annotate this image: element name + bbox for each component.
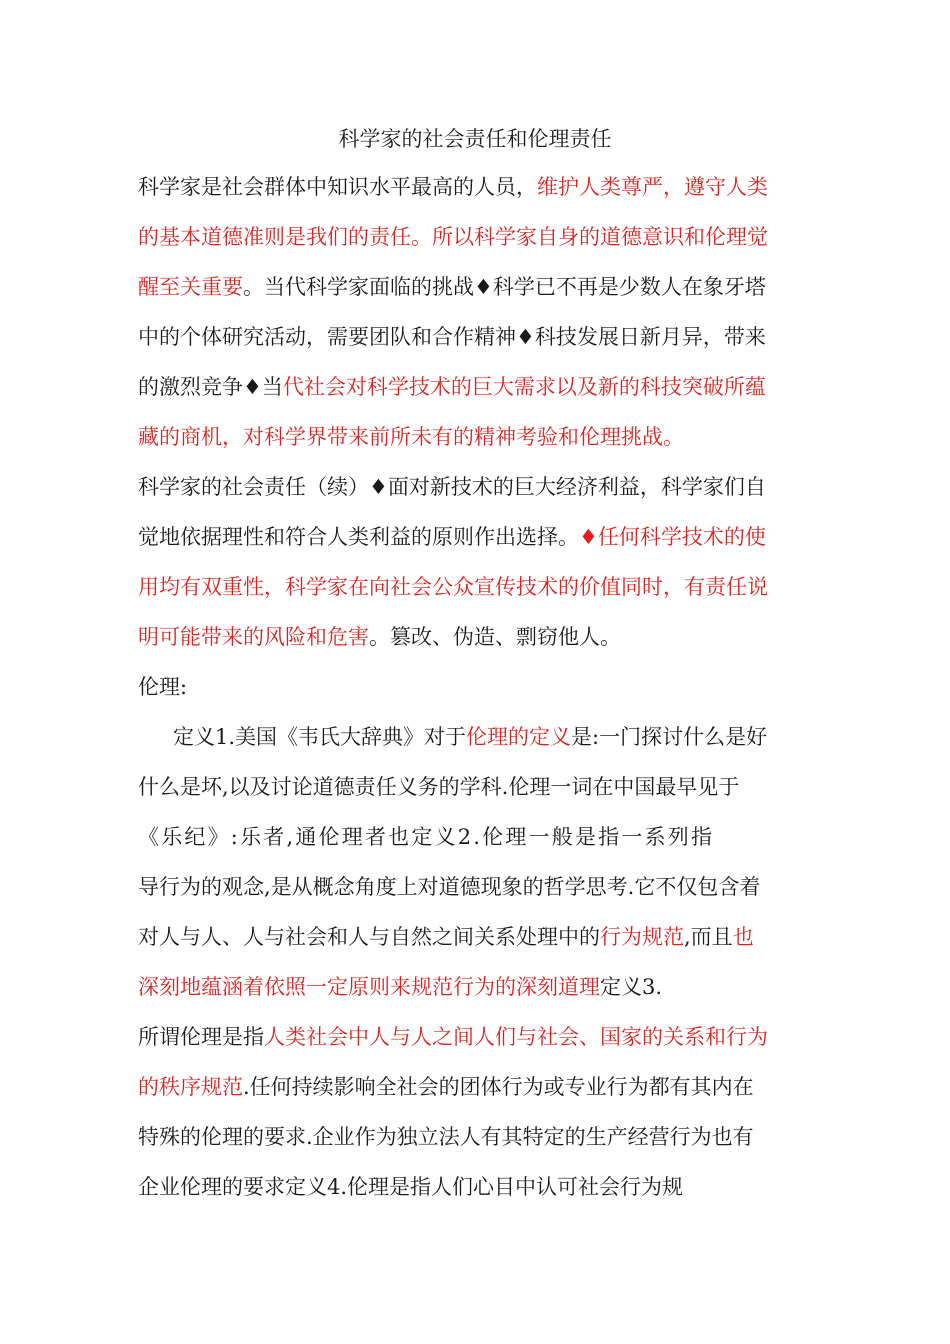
body-line <box>138 472 766 502</box>
body-text: 特殊的伦理的要求.企业作为独立法人有其特定的生产经营行为也有 <box>138 1125 754 1149</box>
highlighted-text: 藏的商机，对科学界带来前所未有的精神考验和伦理挑战。 <box>138 425 684 449</box>
body-text: ,而且 <box>684 925 733 949</box>
body-line <box>138 172 768 202</box>
body-text: 伦理: <box>138 675 188 699</box>
body-text: 对人与人、人与社会和人与自然之间关系处理中的 <box>138 925 600 949</box>
body-text: 科学家是社会群体中知识水平最高的人员， <box>138 175 537 199</box>
body-line <box>138 572 768 602</box>
highlighted-text: 醒至关重要 <box>138 275 243 299</box>
body-line <box>138 222 768 252</box>
body-line <box>138 922 754 952</box>
body-line <box>138 1172 683 1202</box>
body-text: .任何持续影响全社会的团体行为或专业行为都有其内在 <box>243 1075 754 1099</box>
body-text: 中的个体研究活动，需要团队和合作精神♦科技发展日新月异，带来 <box>138 325 766 349</box>
highlighted-text: 维护人类尊严，遵守人类 <box>537 175 768 199</box>
body-line <box>138 822 714 852</box>
highlighted-text: 用均有双重性，科学家在向社会公众宣传技术的价值同时，有责任说 <box>138 575 768 599</box>
highlighted-text: 伦理的定义 <box>466 725 572 749</box>
body-line <box>138 1122 754 1152</box>
highlighted-text: 的基本道德准则是我们的责任。所以科学家自身的道德意识和伦理觉 <box>138 225 768 249</box>
highlighted-text: 的秩序规范 <box>138 1075 243 1099</box>
body-text: 科学家的社会责任（续）♦面对新技术的巨大经济利益，科学家们自 <box>138 475 766 499</box>
body-text: 企业伦理的要求定义4.伦理是指人们心目中认可社会行为规 <box>138 1175 684 1199</box>
body-text: 导行为的观念,是从概念角度上对道德现象的哲学思考.它不仅包含着 <box>138 875 761 899</box>
body-text: 所谓伦理是指 <box>138 1025 264 1049</box>
body-line <box>138 872 760 902</box>
highlighted-text: 也 <box>732 925 754 949</box>
highlighted-text: 明可能带来的风险和危害 <box>138 625 369 649</box>
body-text: 定义1.美国《韦氏大辞典》对于 <box>173 725 467 749</box>
body-line <box>138 1022 768 1052</box>
body-line <box>138 772 739 802</box>
body-text: 。当代科学家面临的挑战♦科学已不再是少数人在象牙塔 <box>243 275 766 299</box>
body-line <box>138 622 621 652</box>
body-text: 是:一门探讨什么是好 <box>571 725 768 749</box>
body-line <box>138 272 766 302</box>
body-line <box>138 1072 754 1102</box>
body-text: 。篡改、伪造、剽窃他人。 <box>369 625 621 649</box>
highlighted-text: 代社会对科学技术的巨大需求以及新的科技突破所蕴 <box>282 375 766 399</box>
highlighted-text: 深刻地蕴涵着依照一定原则来规范行为的深刻道理 <box>138 975 600 999</box>
body-text: 什么是坏,以及讨论道德责任义务的学科.伦理一词在中国最早见于 <box>138 775 740 799</box>
body-line <box>138 322 766 352</box>
highlighted-text: 人类社会中人与人之间人们与社会、国家的关系和行为 <box>264 1025 768 1049</box>
body-text: 定义3. <box>600 975 663 999</box>
body-line <box>138 422 684 452</box>
body-text: 觉地依据理性和符合人类利益的原则作出选择。 <box>138 525 579 549</box>
body-line <box>138 522 766 552</box>
body-line <box>138 672 187 702</box>
highlighted-text: ♦任何科学技术的使 <box>579 525 766 549</box>
body-text: 的激烈竞争♦当 <box>138 375 283 399</box>
body-line <box>173 722 767 752</box>
body-text: 《乐纪》:乐者,通伦理者也定义2.伦理一般是指一系列指 <box>138 825 715 849</box>
document-title: 科学家的社会责任和伦理责任 <box>338 127 612 151</box>
highlighted-text: 行为规范 <box>600 925 684 949</box>
body-line <box>138 972 662 1002</box>
body-line <box>138 372 766 402</box>
